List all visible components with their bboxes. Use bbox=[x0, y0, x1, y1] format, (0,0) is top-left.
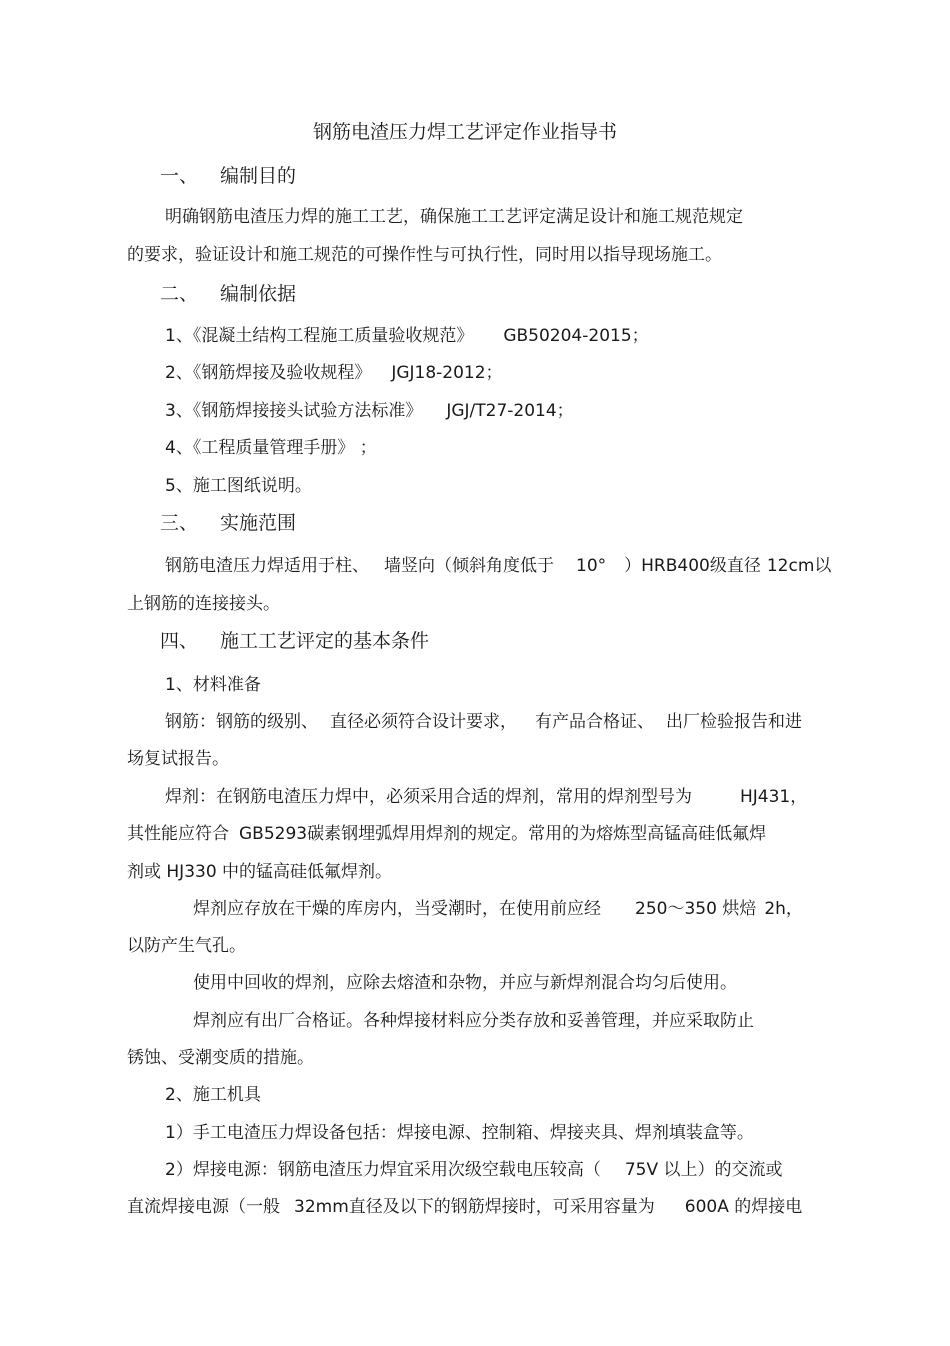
scope-angle: 10° bbox=[576, 556, 607, 576]
power-capacity: 600A 的焊接电 bbox=[684, 1197, 803, 1217]
scope-text-b: 墙竖向（倾斜角度低于 bbox=[384, 556, 554, 576]
steel-paragraph-line-1 bbox=[165, 711, 802, 733]
power-text-a: 2）焊接电源：钢筋电渣压力焊宜采用次级空载电压较高（ bbox=[165, 1160, 601, 1180]
section-1-number: 一、 bbox=[160, 165, 199, 187]
section-1-paragraph-line-2: 的要求，验证设计和施工规范的可操作性与可执行性，同时用以指导现场施工。 bbox=[127, 245, 722, 265]
power-voltage: 75V 以上）的交流或 bbox=[624, 1160, 783, 1180]
equipment-item-2-line-1 bbox=[165, 1159, 783, 1181]
reference-3-code: JGJ/T27-2014； bbox=[446, 401, 574, 421]
power-text-2a: 直流焊接电源（一般 bbox=[127, 1197, 280, 1217]
certificate-paragraph-line-2: 锈蚀、受潮变质的措施。 bbox=[127, 1048, 314, 1068]
reference-item-1 bbox=[165, 325, 649, 347]
steel-text-b: 直径必须符合设计要求， bbox=[330, 712, 517, 732]
storage-duration: 2h， bbox=[764, 899, 803, 919]
section-4-number: 四、 bbox=[160, 630, 199, 652]
reference-1-title: 1、《混凝土结构工程施工质量验收规范》 bbox=[165, 326, 474, 346]
section-4-title: 施工工艺评定的基本条件 bbox=[220, 630, 430, 652]
storage-text-a: 焊剂应存放在干燥的库房内，当受潮时，在使用前应经 bbox=[193, 899, 601, 919]
section-3-paragraph-line-2: 上钢筋的连接接头。 bbox=[127, 594, 280, 614]
section-1-title: 编制目的 bbox=[220, 165, 297, 187]
reuse-paragraph: 使用中回收的焊剂，应除去熔渣和杂物，并应与新焊剂混合均匀后使用。 bbox=[193, 973, 737, 993]
scope-text-a: 钢筋电渣压力焊适用于柱、 bbox=[165, 556, 369, 576]
flux-model: HJ431， bbox=[740, 787, 808, 807]
section-1-paragraph-line-1: 明确钢筋电渣压力焊的施工工艺，确保施工工艺评定满足设计和施工规范规定 bbox=[165, 207, 743, 227]
flux-text-2b: GB5293碳素钢埋弧焊用焊剂的规定。常用的为熔炼型高锰高硅低氟焊 bbox=[239, 824, 767, 844]
section-3-paragraph-line-1 bbox=[165, 555, 831, 577]
flux-paragraph-line-2 bbox=[127, 823, 766, 845]
reference-item-4: 4、《工程质量管理手册》 ； bbox=[165, 438, 377, 458]
steel-text-c: 有产品合格证、 bbox=[535, 712, 654, 732]
section-1-heading bbox=[160, 165, 296, 187]
power-text-2b: 32mm直径及以下的钢筋焊接时，可采用容量为 bbox=[294, 1197, 655, 1217]
section-4-heading bbox=[160, 630, 429, 652]
subsection-equipment: 2、施工机具 bbox=[165, 1085, 261, 1105]
certificate-paragraph-line-1: 焊剂应有出厂合格证。各种焊接材料应分类存放和妥善管理，并应采取防止 bbox=[193, 1011, 754, 1031]
reference-2-code: JGJ18-2012； bbox=[391, 363, 503, 383]
document-title: 钢筋电渣压力焊工艺评定作业指导书 bbox=[313, 121, 618, 143]
section-2-title: 编制依据 bbox=[220, 283, 297, 305]
steel-text-a: 钢筋：钢筋的级别、 bbox=[165, 712, 318, 732]
section-2-heading bbox=[160, 283, 296, 305]
equipment-item-1: 1）手工电渣压力焊设备包括：焊接电源、控制箱、焊接夹具、焊剂填装盒等。 bbox=[165, 1123, 754, 1143]
steel-paragraph-line-2: 场复试报告。 bbox=[127, 749, 229, 769]
reference-item-5: 5、施工图纸说明。 bbox=[165, 476, 312, 496]
reference-item-3 bbox=[165, 400, 574, 422]
section-3-title: 实施范围 bbox=[220, 512, 297, 534]
subsection-materials: 1、材料准备 bbox=[165, 675, 261, 695]
flux-paragraph-line-3: 剂或 HJ330 中的锰高硅低氟焊剂。 bbox=[127, 862, 393, 882]
flux-text-2a: 其性能应符合 bbox=[127, 824, 229, 844]
reference-item-2 bbox=[165, 362, 503, 384]
storage-paragraph-line-1 bbox=[193, 898, 803, 920]
storage-temperature: 250～350 烘焙 bbox=[635, 899, 757, 919]
storage-paragraph-line-2: 以防产生气孔。 bbox=[127, 936, 246, 956]
reference-1-code: GB50204-2015； bbox=[503, 326, 649, 346]
reference-2-title: 2、《钢筋焊接及验收规程》 bbox=[165, 363, 372, 383]
equipment-item-2-line-2 bbox=[127, 1196, 802, 1218]
flux-paragraph-line-1 bbox=[165, 786, 807, 808]
steel-text-d: 出厂检验报告和进 bbox=[666, 712, 802, 732]
section-3-number: 三、 bbox=[160, 512, 199, 534]
reference-3-title: 3、《钢筋焊接接头试验方法标准》 bbox=[165, 401, 423, 421]
scope-text-d: ）HRB400级直径 bbox=[624, 556, 761, 576]
section-3-heading bbox=[160, 512, 296, 534]
flux-text-a: 焊剂：在钢筋电渣压力焊中，必须采用合适的焊剂，常用的焊剂型号为 bbox=[165, 787, 692, 807]
section-2-number: 二、 bbox=[160, 283, 199, 305]
scope-text-e: 12cm以 bbox=[766, 556, 832, 576]
